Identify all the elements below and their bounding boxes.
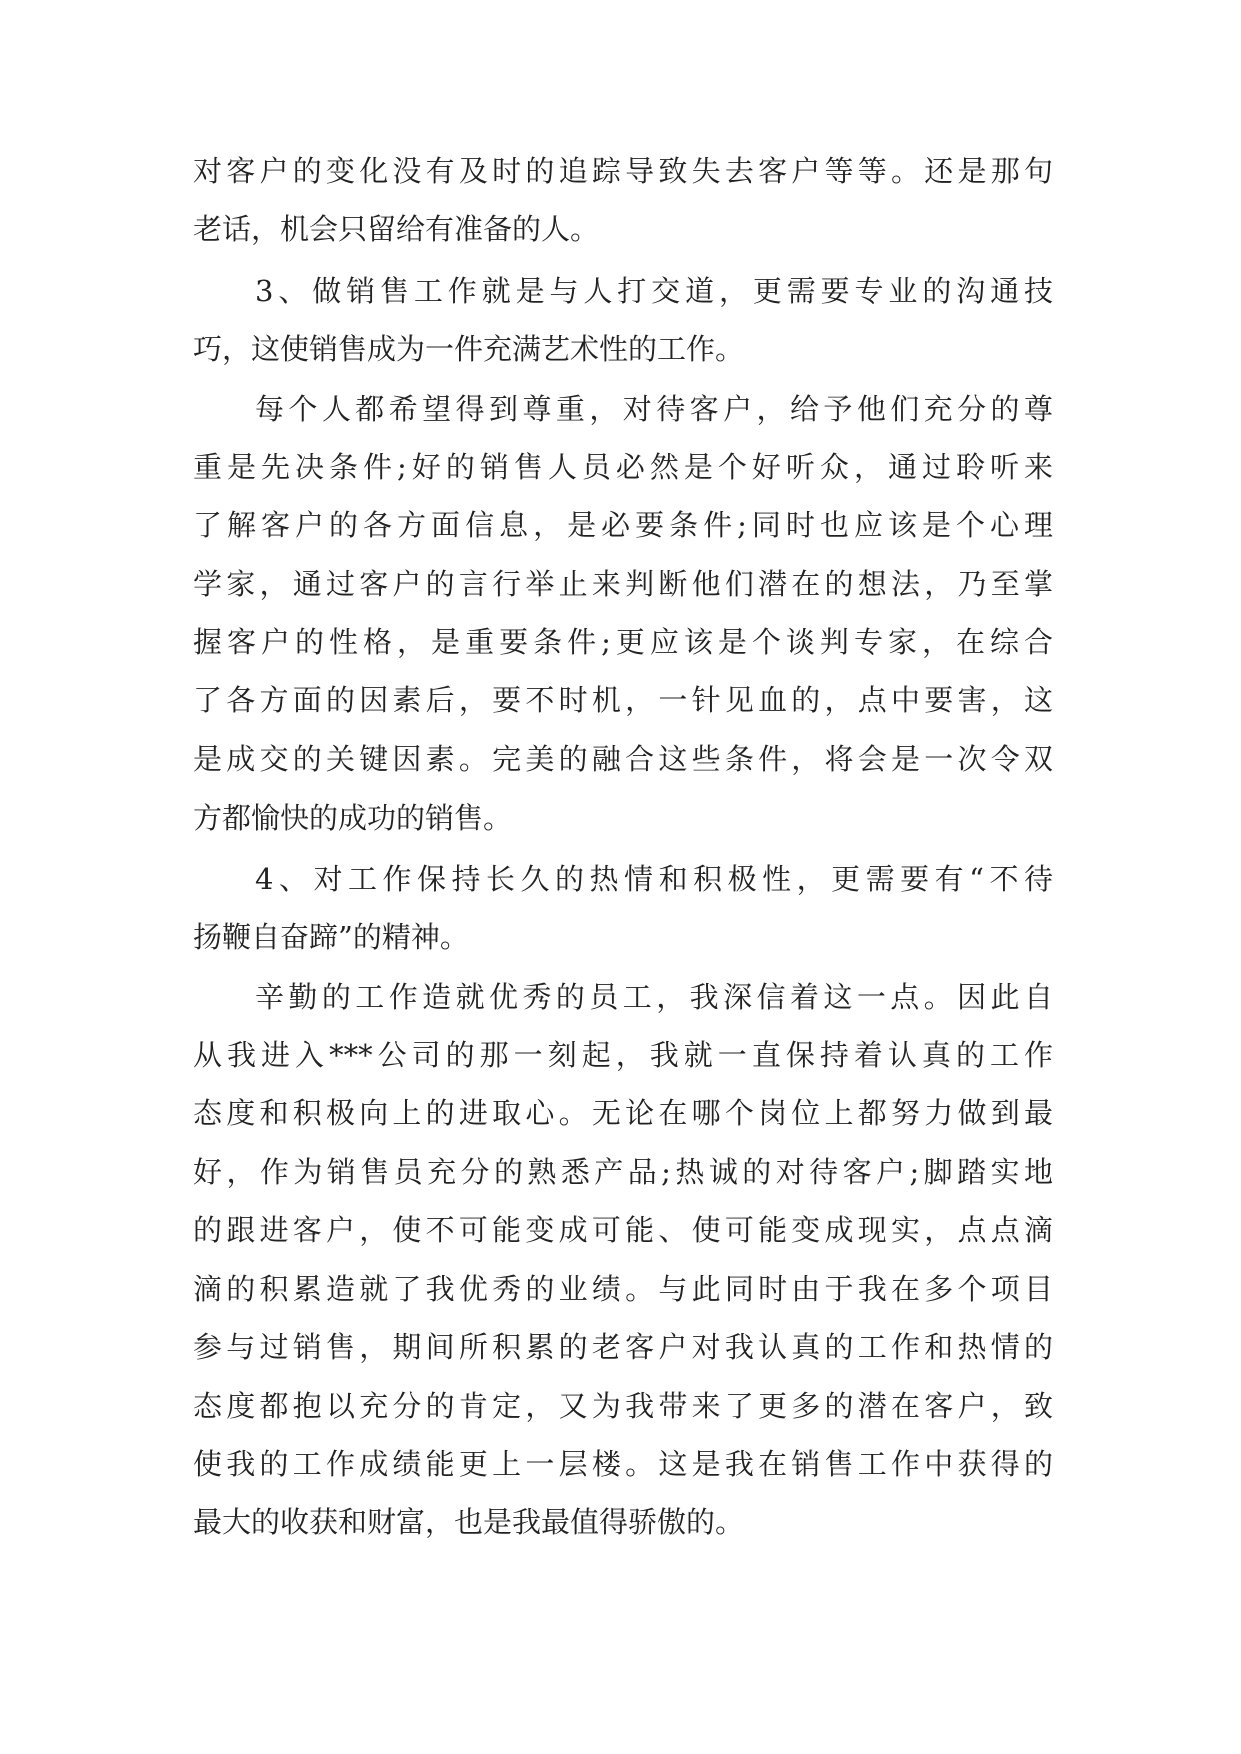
text-line: 最大的收获和财富，也是我最值得骄傲的。: [193, 1505, 745, 1539]
text-line: 从我进入***公司的那一刻起，我就一直保持着认真的工作: [193, 1038, 1053, 1072]
text-line: 扬鞭自奋蹄”的精神。: [193, 920, 469, 954]
text-line: 巧，这使销售成为一件充满艺术性的工作。: [193, 332, 745, 366]
text-line: 老话，机会只留给有准备的人。: [193, 212, 600, 246]
text-line: 了解客户的各方面信息，是必要条件;同时也应该是个心理: [193, 508, 1053, 542]
text-line: 好，作为销售员充分的熟悉产品;热诚的对待客户;脚踏实地: [193, 1155, 1053, 1189]
text-line: 是成交的关键因素。完美的融合这些条件，将会是一次令双: [193, 742, 1053, 776]
text-line: 了各方面的因素后，要不时机，一针见血的，点中要害，这: [193, 683, 1053, 717]
text-line: 4、对工作保持长久的热情和积极性，更需要有“不待: [255, 862, 1053, 896]
text-line: 3、做销售工作就是与人打交道，更需要专业的沟通技: [255, 274, 1053, 308]
text-line: 握客户的性格，是重要条件;更应该是个谈判专家，在综合: [193, 625, 1053, 659]
text-line: 学家，通过客户的言行举止来判断他们潜在的想法，乃至掌: [193, 567, 1053, 601]
text-line: 态度和积极向上的进取心。无论在哪个岗位上都努力做到最: [193, 1096, 1053, 1130]
text-line: 滴的积累造就了我优秀的业绩。与此同时由于我在多个项目: [193, 1272, 1053, 1306]
text-line: 态度都抱以充分的肯定，又为我带来了更多的潜在客户，致: [193, 1389, 1053, 1423]
text-line: 重是先决条件;好的销售人员必然是个好听众，通过聆听来: [193, 450, 1053, 484]
text-line: 辛勤的工作造就优秀的员工，我深信着这一点。因此自: [255, 980, 1053, 1014]
text-line: 方都愉快的成功的销售。: [193, 801, 513, 835]
text-line: 使我的工作成绩能更上一层楼。这是我在销售工作中获得的: [193, 1447, 1053, 1481]
text-line: 每个人都希望得到尊重，对待客户，给予他们充分的尊: [255, 392, 1053, 426]
text-line: 的跟进客户，使不可能变成可能、使可能变成现实，点点滴: [193, 1213, 1053, 1247]
text-line: 参与过销售，期间所积累的老客户对我认真的工作和热情的: [193, 1330, 1053, 1364]
text-line: 对客户的变化没有及时的追踪导致失去客户等等。还是那句: [193, 154, 1053, 188]
